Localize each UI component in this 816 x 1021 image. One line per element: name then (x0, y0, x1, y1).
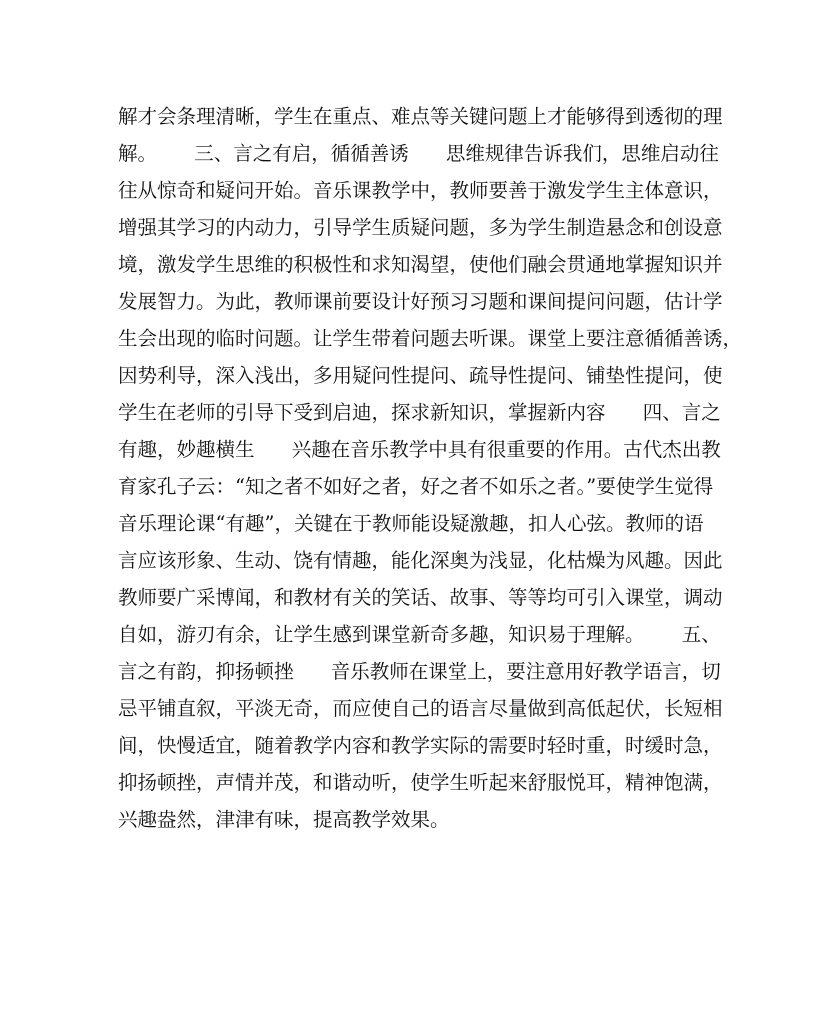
text-line: 境，激发学生思维的积极性和求知渴望，使他们融会贯通地掌握知识并 (118, 253, 723, 276)
text-line: 发展智力。为此，教师课前要设计好预习习题和课间提问问题，估计学 (118, 290, 723, 313)
text-line: 因势利导，深入浅出，多用疑问性提问、疏导性提问、铺垫性提问，使 (118, 364, 723, 387)
text-line: 解。 三、言之有启，循循善诱 思维规律告诉我们，思维启动往 (118, 142, 719, 165)
text-line: 言应该形象、生动、饶有情趣，能化深奥为浅显，化枯燥为风趣。因此 (118, 549, 723, 572)
text-line: 兴趣盎然，津津有味，提高教学效果。 (118, 808, 450, 831)
text-line: 解才会条理清晰，学生在重点、难点等关键问题上才能够得到透彻的理 (118, 105, 723, 128)
text-line: 生会出现的临时问题。让学生带着问题去听课。课堂上要注意循循善诱， (118, 327, 743, 350)
text-line: 音乐理论课“有趣”，关键在于教师能设疑激趣，扣人心弦。教师的语 (118, 512, 704, 535)
text-line: 自如，游刃有余，让学生感到课堂新奇多趣，知识易于理解。 五、 (118, 623, 721, 646)
text-line: 言之有韵，抑扬顿挫 音乐教师在课堂上，要注意用好教学语言，切 (118, 660, 721, 683)
text-line: 育家孔子云：“知之者不如好之者，好之者不如乐之者。”要使学生觉得 (118, 475, 714, 498)
text-line: 教师要广采博闻，和教材有关的笑话、故事、等等均可引入课堂，调动 (118, 586, 723, 609)
text-line: 抑扬顿挫，声情并茂，和谐动听，使学生听起来舒服悦耳，精神饱满， (118, 771, 723, 794)
text-line: 间，快慢适宜，随着教学内容和教学实际的需要时轻时重，时缓时急， (118, 734, 723, 757)
text-line: 忌平铺直叙，平淡无奇，而应使自己的语言尽量做到高低起伏，长短相 (118, 697, 723, 720)
text-line: 学生在老师的引导下受到启迪，探求新知识，掌握新内容 四、言之 (118, 401, 721, 424)
text-line: 有趣，妙趣横生 兴趣在音乐教学中具有很重要的作用。古代杰出教 (118, 438, 721, 461)
text-line: 增强其学习的内动力，引导学生质疑问题，多为学生制造悬念和创设意 (118, 216, 723, 239)
text-line: 往从惊奇和疑问开始。音乐课教学中，教师要善于激发学生主体意识， (118, 179, 723, 202)
body-text (118, 98, 743, 838)
